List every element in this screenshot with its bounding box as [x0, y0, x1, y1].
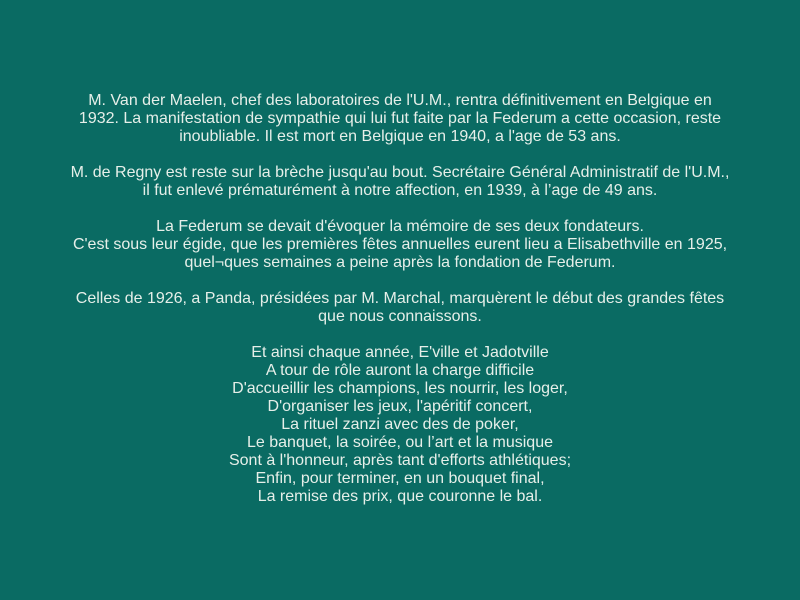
text-line: M. Van der Maelen, chef des laboratoires de l'U.M., rentra définitivement en Belgique en	[88, 92, 712, 109]
text-line: il fut enlevé prématurément à notre affection, en 1939, à l’age de 49 ans.	[142, 182, 658, 199]
poem-line: La remise des prix, que couronne le bal.	[257, 488, 543, 505]
poem-line: Et ainsi chaque année, E'ville et Jadotville	[251, 344, 549, 361]
poem-line: Le banquet, la soirée, ou l’art et la musique	[247, 434, 553, 451]
poem-line: La rituel zanzi avec des de poker,	[281, 416, 519, 433]
document-body	[0, 92, 800, 506]
text-line: La Federum se devait d'évoquer la mémoire de ses deux fondateurs.	[156, 218, 644, 235]
text-line: quel¬ques semaines a peine après la fondation de Federum.	[184, 254, 616, 271]
poem-line: D'organiser les jeux, l'apéritif concert,	[267, 398, 533, 415]
poem-line: D'accueillir les champions, les nourrir, les loger,	[232, 380, 568, 397]
text-line: inoubliable. Il est mort en Belgique en 1940, a l'age de 53 ans.	[179, 128, 621, 145]
poem	[0, 344, 800, 506]
paragraph-de-regny	[0, 164, 800, 200]
paragraph-federum-founders	[0, 218, 800, 272]
poem-line: Enfin, pour terminer, en un bouquet final,	[255, 470, 545, 487]
text-line: que nous connaissons.	[318, 308, 482, 325]
poem-line: A tour de rôle auront la charge difficile	[265, 362, 535, 379]
paragraph-panda-1926	[0, 290, 800, 326]
poem-line: Sont à l'honneur, après tant d'efforts athlétiques;	[228, 452, 572, 469]
text-line: C'est sous leur égide, que les premières fêtes annuelles eurent lieu a Elisabethville en 1925,	[72, 236, 728, 253]
text-line: Celles de 1926, a Panda, présidées par M. Marchal, marquèrent le début des grandes fêtes	[75, 290, 725, 307]
text-line: M. de Regny est reste sur la brèche jusqu'au bout. Secrétaire Général Administratif de l'U.M.,	[70, 164, 730, 181]
paragraph-van-der-maelen	[0, 92, 800, 146]
text-line: 1932. La manifestation de sympathie qui lui fut faite par la Federum a cette occasion, reste	[78, 110, 722, 127]
